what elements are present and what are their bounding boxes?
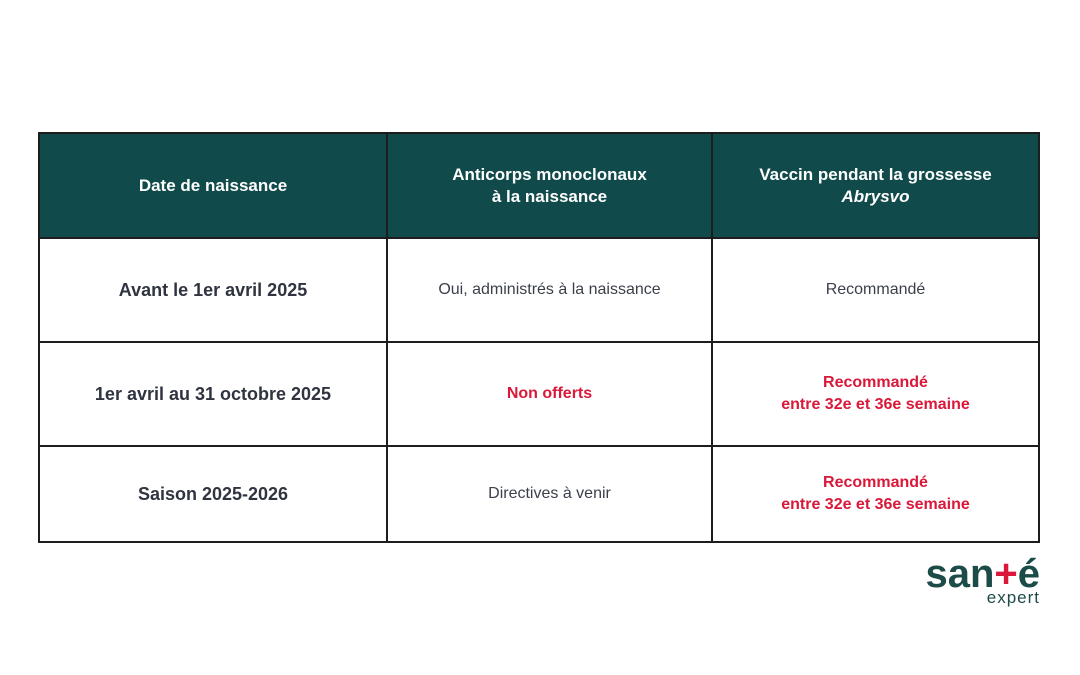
table-row-1-anticorps bbox=[388, 239, 711, 341]
header-anticorps bbox=[388, 134, 711, 237]
row-2-anticorps-text: Non offerts bbox=[506, 385, 593, 402]
vaccination-table bbox=[38, 132, 1040, 543]
header-col2-line1: Anticorps monoclonaux bbox=[452, 164, 647, 184]
row-3-anticorps-text: Directives à venir bbox=[488, 485, 611, 502]
header-date-de-naissance bbox=[40, 134, 386, 237]
row-2-vaccin-line1: Recommandé bbox=[823, 374, 928, 391]
header-col2-line2: à la naissance bbox=[491, 186, 608, 206]
logo-plus-icon: + bbox=[994, 552, 1018, 596]
header-col3-line2: Abrysvo bbox=[841, 186, 910, 206]
row-2-vaccin-line2: entre 32e et 36e semaine bbox=[781, 396, 970, 413]
row-3-vaccin-line2: entre 32e et 36e semaine bbox=[781, 496, 970, 513]
row-1-vaccin-text: Recommandé bbox=[825, 281, 926, 298]
row-3-date-text: Saison 2025-2026 bbox=[137, 484, 289, 504]
header-vaccin bbox=[713, 134, 1038, 237]
table-row-1-vaccin bbox=[713, 239, 1038, 341]
logo-text-san: san bbox=[925, 552, 995, 596]
logo-text-e: é bbox=[1017, 552, 1040, 596]
sante-expert-logo bbox=[898, 554, 1040, 610]
row-1-date-text: Avant le 1er avril 2025 bbox=[118, 280, 308, 300]
row-3-vaccin-line1: Recommandé bbox=[823, 474, 928, 491]
table-row-1-date bbox=[40, 239, 386, 341]
table-row-3-anticorps bbox=[388, 447, 711, 541]
header-col3-line1: Vaccin pendant la grossesse bbox=[759, 164, 992, 184]
table-row-2-vaccin bbox=[713, 343, 1038, 445]
table-row-2-anticorps bbox=[388, 343, 711, 445]
header-col1-text: Date de naissance bbox=[138, 175, 288, 195]
table-row-3-vaccin bbox=[713, 447, 1038, 541]
table-row-3-date bbox=[40, 447, 386, 541]
row-2-date-text: 1er avril au 31 octobre 2025 bbox=[94, 384, 332, 404]
table-row-2-date bbox=[40, 343, 386, 445]
row-1-anticorps-text: Oui, administrés à la naissance bbox=[438, 281, 661, 298]
logo-subtitle: expert bbox=[986, 588, 1040, 607]
